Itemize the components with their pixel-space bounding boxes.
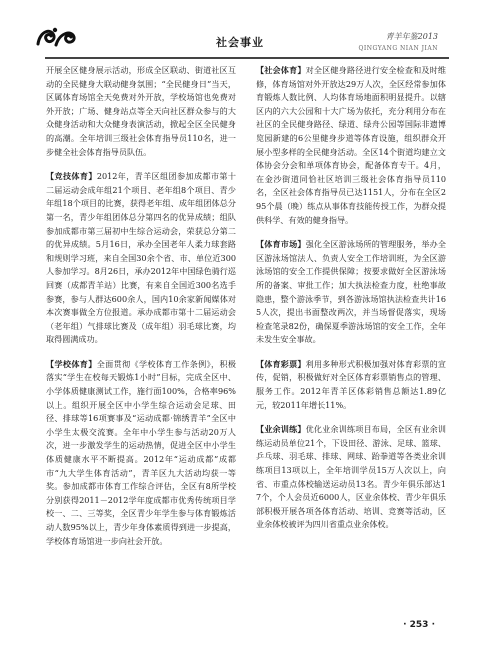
section-heading: 【社会体育】 (256, 65, 306, 75)
section-title: 社会事业 (216, 36, 264, 49)
left-column (46, 64, 236, 559)
yearbook-label: 青羊年鉴2013 (385, 32, 438, 41)
section-heading: 【体育市场】 (256, 239, 306, 250)
section-heading: 【体育彩票】 (256, 358, 306, 369)
paragraph-fitness-activities: 开展全区健身展示活动，形成全区联动、街道社区互动的全民健身大联动健身氛围；“全民健身日”当天，区属体育场馆全天免费对外开放，学校场馆也免费对外开放；广场、健身站点等全天向社区群众参与的大众健身活动和大众健身表演活动，掀起全区全民健身的高潮。全年培训三级社会体育指导员110名，进一步健全社会体育指导员队伍。 (46, 65, 236, 157)
paragraph-school-sports: 【学校体育】全面贯彻《学校体育工作条例》，积极落实“学生在校每天锻炼1小时”目标，完成全区中、小学体质健康测试工作，施行面100%，合格率96%以上。组织开展全区中小学生综合运动会足球、田径、排球等16项赛事及“运动成都·锦绣青羊”全区中小学生太极交流赛。全年中小学生参与活动20万人次，进一步激发学生的运动热情，促进全区中小学生体质健康水平不断提高。2012年“运动成都”成都市“九大学生体育活动”，青羊区九大活动均获一等奖。参加成都市体育工作综合评估，全区有8所学校分别获得2011－2012学年度成都市优秀传统项目学校一、二、三等奖，全区青少年学生参与体育锻炼活动人数95%以上，青少年身体素质得到进一步提高，学校体育场馆进一步向社会开放。 (46, 358, 236, 546)
section-heading: 【业余训练】 (256, 424, 306, 435)
right-column (256, 64, 446, 543)
header-rule (45, 57, 449, 59)
page-header (0, 0, 480, 60)
paragraph-sports-lottery: 【体育彩票】利用多种形式积极加强对体育彩票的宣传，促销，积极做好对全区体育彩票销售点的管理、服务工作。2012年青羊区体彩销售总额达1.89亿元，较2011年增长11%。 (256, 358, 446, 410)
paragraph-amateur-training: 【业余训练】优化业余训练项目布局，全区有业余训练运动员单位21个，下设田径、游泳、足球、篮球、乒乓球、羽毛球、排球、网球、跆拳道等各类业余训练项目13项以上，全年培训学员15万人次以上，向省、市重点体校输送运动员13名。青少年俱乐部达17个，个人会员近6000人，区业余体校、青少年俱乐部积极开展各项各体育活动、培训、竞赛等活动，区业余体校被评为四川省重点业余体校。 (256, 424, 446, 530)
paragraph-competitive-sports: 【竞技体育】2012年，青羊区组团参加成都市第十二届运动会成年组21个项目、老年组8个项目、青少年组18个项目的比赛，获得老年组、成年组团体总分第一名，青少年组团体总分第四名的优异成绩；组队参加成都市第三届初中生综合运动会，荣获总分第二的优异成绩。5月16日，承办全国老年人柔力球套路和规则学习班，来自全国30余个省、市、单位近300人参加学习。8月26日，承办2012年中国绿色骑行巡回赛（成都青羊站）比赛，有来自全国近300名选手参赛，参与人群达600余人，国内10余家新闻媒体对本次赛事做全方位报道。承办成都市第十二届运动会（老年组）气排球比赛及（成年组）羽毛球比赛，均取得圆满成功。 (46, 171, 236, 345)
paragraph-social-sports: 【社会体育】对全区健身路径进行安全检查和及时维修，体育场馆对外开放达29万人次，全区经常参加体育锻炼人数比例、人均体育场地面积明显提升。以辖区内的六大公园和十大广场为依托，充分利用分布在社区的全民健身路径、绿道、绿舟公园等国际非遗博览园新建的6公里健身步道等体育设施，组织群众开展小型多样的全民健身活动。全区14个街道均建立文体协会分会和单项体育协会，配备体育专干。4月，在金沙街道同恰社区培训三级社会体育指导员110名，全区社会体育指导员已达1151人，分布在全区295个晨（晚）练点从事体育技能传授工作，为群众提供科学、有效的健身指导。 (256, 65, 446, 225)
section-heading: 【学校体育】 (46, 358, 97, 369)
section-heading: 【竞技体育】 (46, 171, 97, 182)
yearbook-pinyin: QINGYANG NIAN JIAN (358, 45, 438, 52)
page-number: · 253 · (403, 620, 435, 630)
paragraph-sports-market: 【体育市场】强化全区游泳场所的管理服务，举办全区游泳场馆法人、负责人安全工作培训班，为全区游泳场馆的安全工作提供保障；按要求做好全区游泳场所的备案、审批工作；加大执法检查力度，杜绝事故隐患，整个游泳季节，到各游泳场馆执法检查共计165人次，提出书面整改两次，并当场督促落实，现场检查笔录82份，确保夏季游泳场馆的安全工作，全年未发生安全事故。 (256, 239, 446, 345)
